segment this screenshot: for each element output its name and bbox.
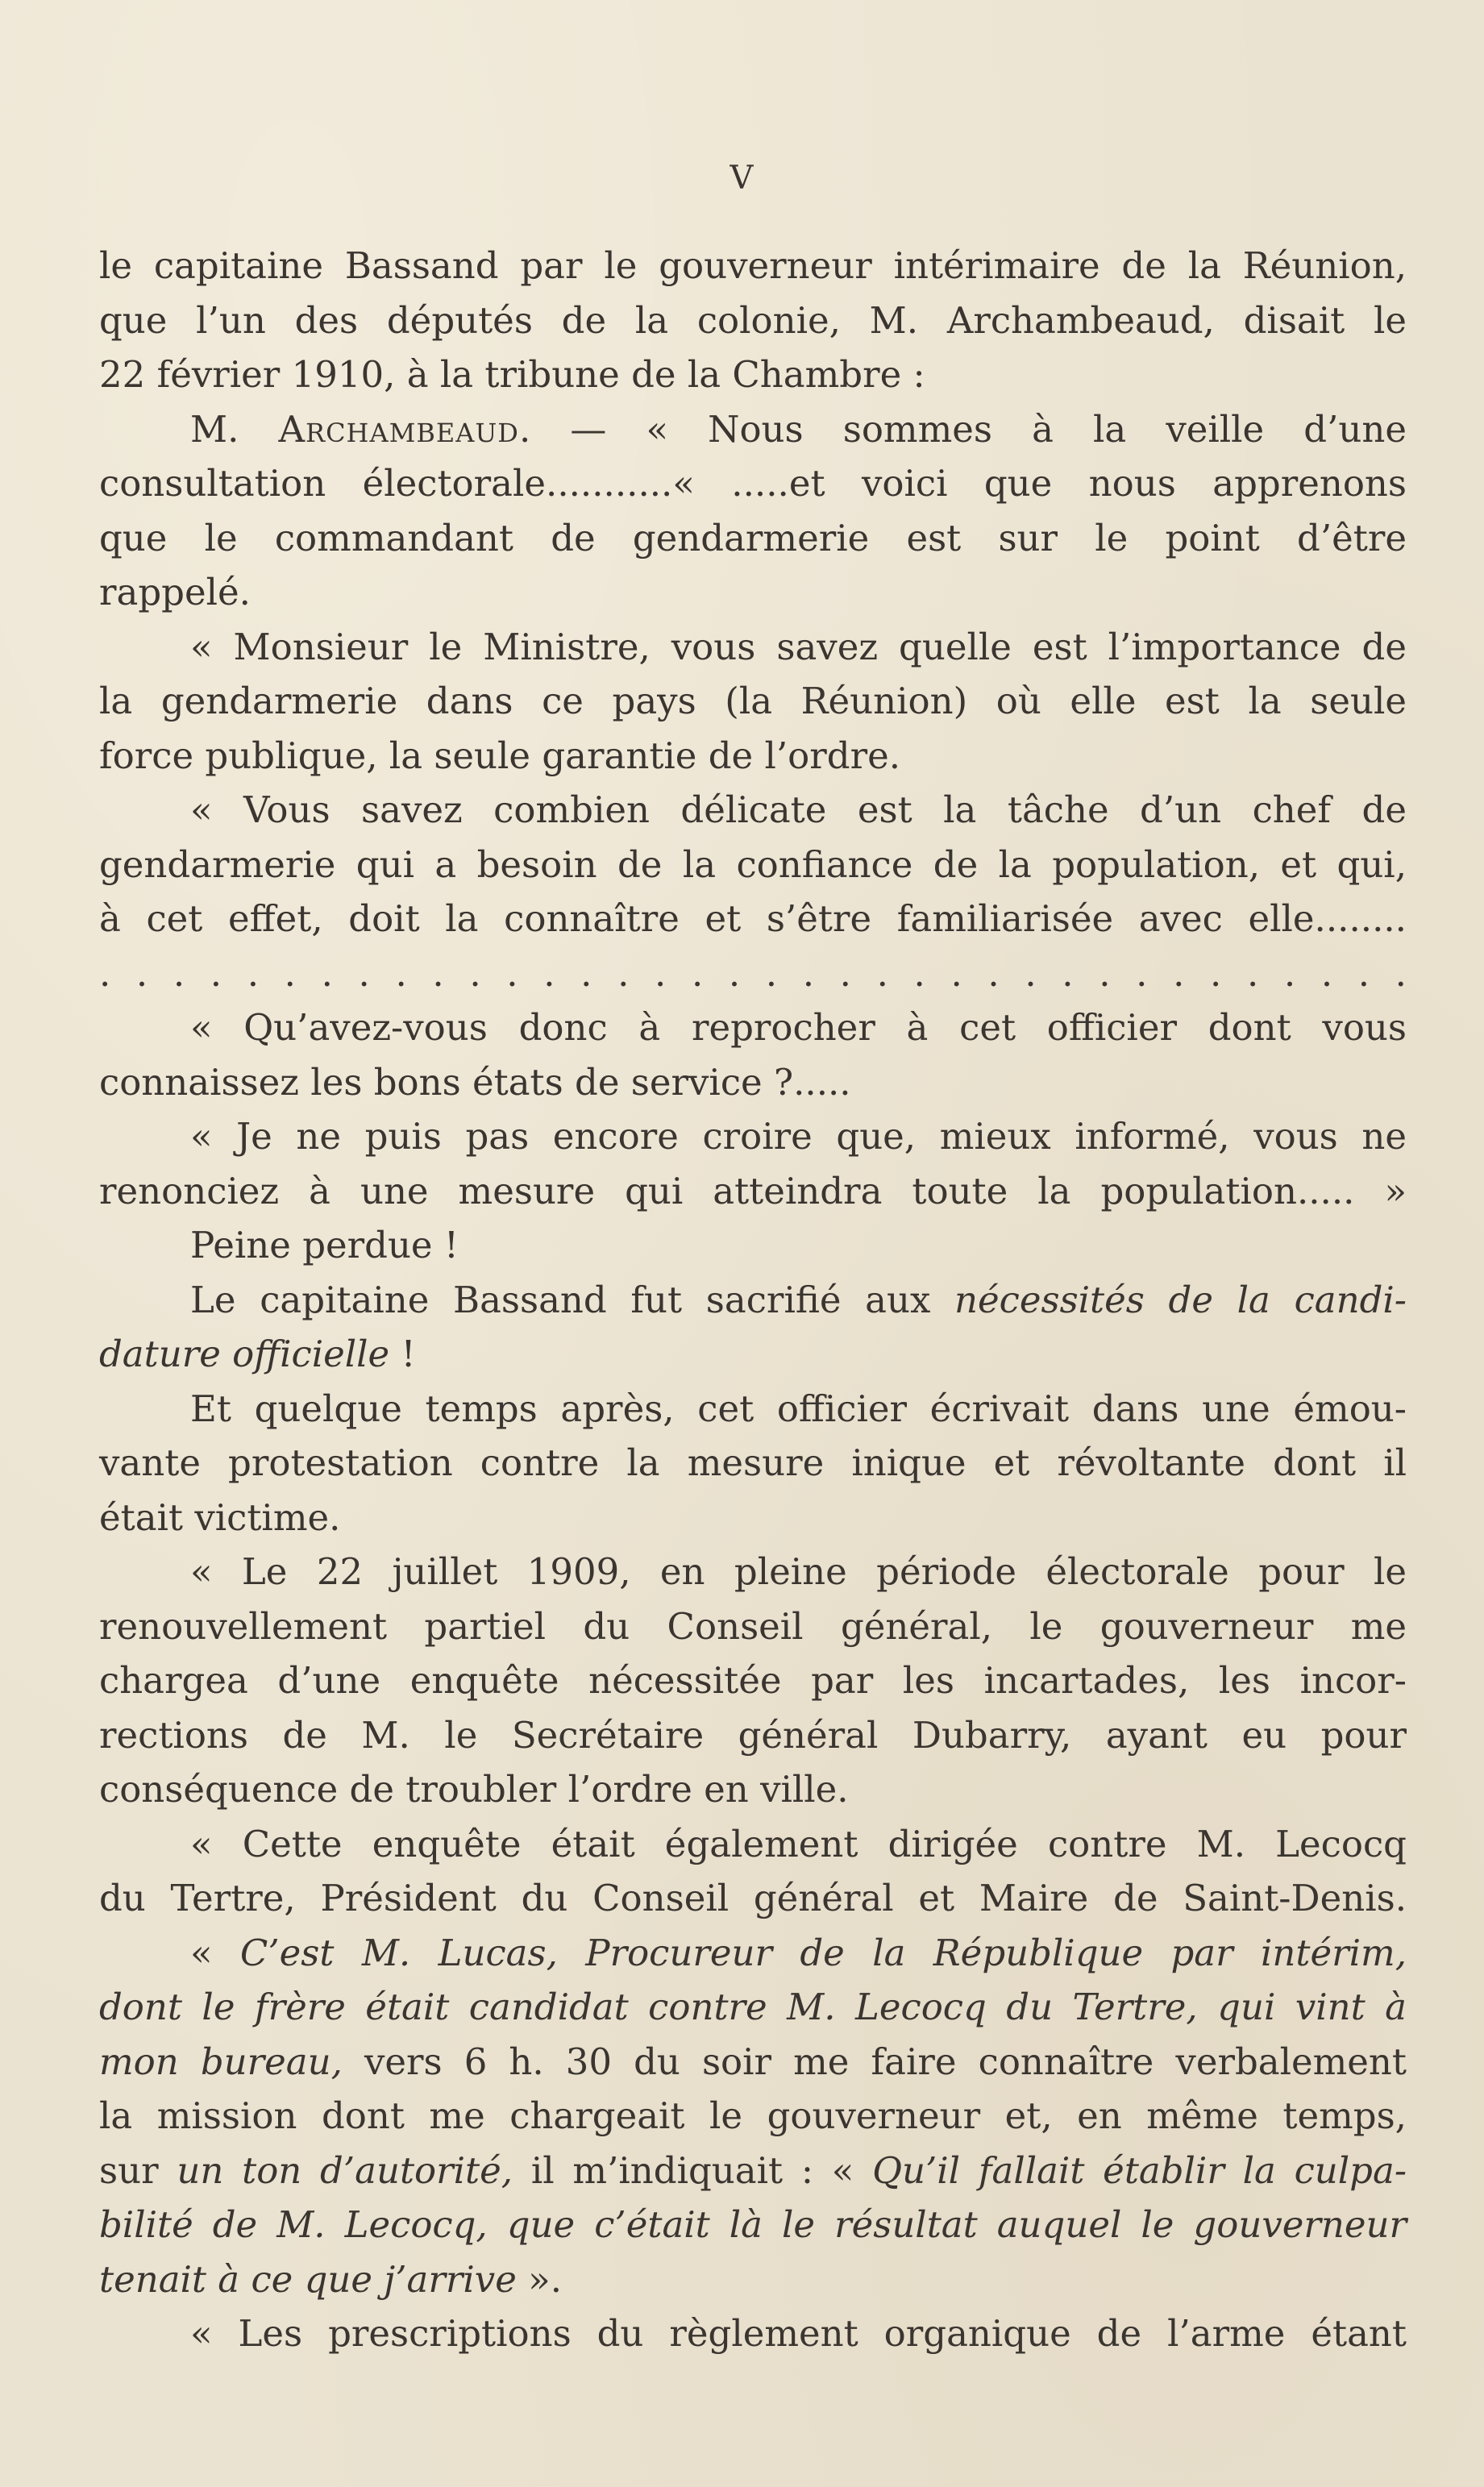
- text-line: « Les prescriptions du règlement organique de l’arme étant: [190, 2312, 1407, 2355]
- italic-text: dature officielle: [99, 1333, 390, 1375]
- body-text: [99, 239, 1407, 2361]
- text-line: du Tertre, Président du Conseil général et Maire de Saint-Denis.: [99, 1877, 1407, 1919]
- text-line: était victime.: [99, 1495, 341, 1539]
- text-span: . — « Nous sommes à la veille d’une: [518, 407, 1407, 451]
- text-span: Le capitaine Bassand fut sacrifié aux: [190, 1278, 955, 1321]
- text-line: [99, 2144, 1407, 2198]
- text-line: rections de M. le Secrétaire général Dubarry, ayant eu pour: [99, 1713, 1407, 1757]
- text-line: [99, 1327, 1407, 1382]
- text-line: le capitaine Bassand par le gouverneur intérimaire de la Réunion,: [99, 244, 1407, 287]
- text-line: [99, 1926, 1407, 1981]
- text-span: «: [190, 1931, 240, 1974]
- text-line: connaissez les bons états de service ?.....: [99, 1060, 851, 1104]
- italic-text: tenait à ce que j’arrive: [99, 2257, 517, 2301]
- italic-text: un ton d’autorité,: [177, 2148, 513, 2192]
- text-line: « Qu’avez-vous donc à reprocher à cet officier dont vous: [190, 1006, 1407, 1049]
- italic-text: bilité de M. Lecocq, que c’était là le résultat auquel le gouverneur: [99, 2203, 1407, 2246]
- text-line: rappelé.: [99, 571, 251, 613]
- text-span: sur: [99, 2148, 177, 2192]
- text-line: la gendarmerie dans ce pays (la Réunion) où elle est la seule: [99, 680, 1407, 722]
- text-line: [99, 402, 1407, 457]
- text-line: gendarmerie qui a besoin de la confiance de la population, et qui,: [99, 842, 1407, 886]
- italic-text: dont le frère était candidat contre M. Lecocq du Tertre, qui vint à: [99, 1986, 1407, 2028]
- text-span: vers 6 h. 30 du soir me faire connaître verbalement: [342, 2040, 1407, 2083]
- text-span: M.: [190, 407, 279, 451]
- italic-text: C’est M. Lucas, Procureur de la République par intérim,: [239, 1931, 1407, 1974]
- italic-text: Qu’il fallait établir la culpa-: [872, 2148, 1407, 2192]
- text-line: « Cette enquête était également dirigée contre M. Lecocq: [190, 1822, 1407, 1865]
- text-line: que le commandant de gendarmerie est sur le point d’être: [99, 516, 1407, 559]
- text-line: renonciez à une mesure qui atteindra toute la population..... »: [99, 1169, 1407, 1212]
- text-line: « Je ne puis pas encore croire que, mieux informé, vous ne: [190, 1115, 1407, 1158]
- text-line: vante protestation contre la mesure inique et révoltante dont il: [99, 1441, 1407, 1484]
- small-caps-name: Archambeaud: [278, 407, 519, 451]
- text-line: renouvellement partiel du Conseil général, le gouverneur me: [99, 1604, 1407, 1648]
- text-line: « Vous savez combien délicate est la tâche d’un chef de: [190, 788, 1407, 831]
- text-span: il m’indiquait : «: [513, 2148, 873, 2192]
- ellipsis-dot-leader: . . . . . . . . . . . . . . . . . . . . . . . . . . . . . . . . . . . .: [99, 951, 1407, 995]
- italic-text: nécessités de la candi-: [954, 1278, 1407, 1321]
- text-line: force publique, la seule garantie de l’ordre.: [99, 734, 901, 777]
- text-line: chargea d’une enquête nécessitée par les incartades, les incor-: [99, 1659, 1407, 1702]
- text-line: 22 février 1910, à la tribune de la Chambre :: [99, 353, 925, 396]
- text-line: Et quelque temps après, cet officier écrivait dans une émou-: [190, 1387, 1407, 1430]
- text-line: la mission dont me chargeait le gouverneur et, en même temps,: [99, 2094, 1407, 2137]
- text-line: [99, 2198, 1407, 2252]
- text-line: conséquence de troubler l’ordre en ville.: [99, 1768, 849, 1811]
- text-line: [99, 1273, 1407, 1328]
- text-line: à cet effet, doit la connaître et s’être familiarisée avec elle........: [99, 897, 1407, 940]
- text-line: que l’un des députés de la colonie, M. Archambeaud, disait le: [99, 298, 1407, 342]
- text-span: !: [389, 1333, 416, 1375]
- page-number: V: [730, 160, 754, 197]
- text-line: consultation électorale...........« .....et voici que nous apprenons: [99, 462, 1407, 505]
- text-line: Peine perdue !: [190, 1224, 459, 1266]
- text-line: « Le 22 juillet 1909, en pleine période électorale pour le: [190, 1550, 1407, 1593]
- text-line: [99, 1980, 1407, 2035]
- text-line: « Monsieur le Ministre, vous savez quelle est l’importance de: [190, 625, 1407, 668]
- text-span: ».: [516, 2257, 562, 2301]
- text-line: [99, 2252, 1407, 2307]
- text-line: [99, 2035, 1407, 2090]
- italic-text: mon bureau,: [99, 2040, 343, 2083]
